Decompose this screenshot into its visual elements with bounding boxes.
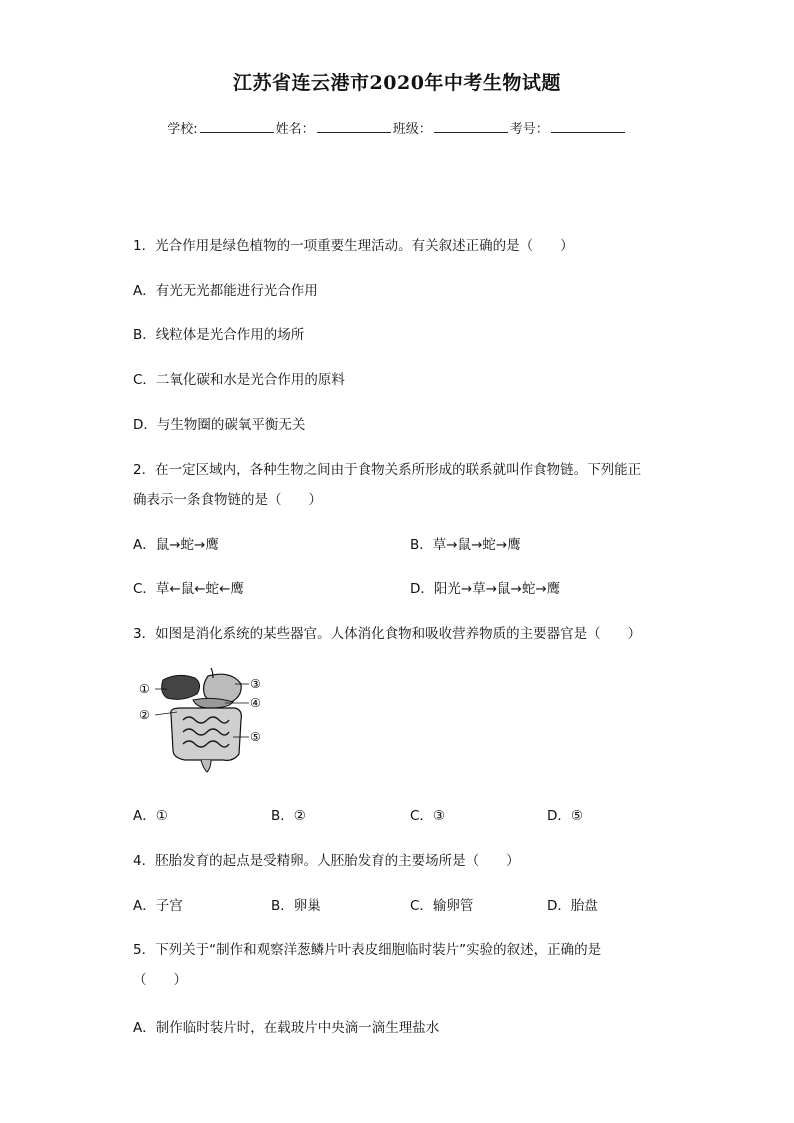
figure-label-3: ③ [250,677,261,691]
rectum-shape [201,760,211,772]
question-3-stem: 3．如图是消化系统的某些器官。人体消化食物和吸收营养物质的主要器官是（ ） [133,626,642,642]
figure-label-1: ① [139,682,150,696]
page-title: 江苏省连云港市2020年中考生物试题 [233,72,561,94]
name-blank[interactable] [317,120,391,133]
question-5-stem-line-1: 5．下列关于“制作和观察洋葱鳞片叶表皮细胞临时装片”实验的叙述，正确的是 [133,942,602,958]
question-1-stem: 1．光合作用是绿色植物的一项重要生理活动。有关叙述正确的是（ ） [133,238,574,254]
exam-no-blank[interactable] [551,120,625,133]
question-4-option-c[interactable]: C．输卵管 [410,898,474,914]
name-label: 姓名： [275,122,315,137]
figure-label-4: ④ [250,696,261,710]
question-4-option-a[interactable]: A．子宫 [133,898,183,914]
school-blank[interactable] [200,120,274,133]
question-2-option-c[interactable]: C．草←鼠←蛇←鹰 [133,581,244,597]
question-4-stem: 4．胚胎发育的起点是受精卵。人胚胎发育的主要场所是（ ） [133,853,520,869]
liver-shape [162,675,200,699]
student-info-line [0,118,794,137]
question-1-option-b[interactable]: B．线粒体是光合作用的场所 [133,327,305,343]
question-3-option-c[interactable]: C．③ [410,808,446,824]
question-2-option-d[interactable]: D．阳光→草→鼠→蛇→鹰 [410,581,561,597]
question-4-option-d[interactable]: D．胎盘 [547,898,598,914]
question-5-option-a[interactable]: A．制作临时装片时，在载玻片中央滴一滴生理盐水 [133,1020,440,1036]
question-2-option-a[interactable]: A．鼠→蛇→鹰 [133,537,219,553]
class-blank[interactable] [434,120,508,133]
question-4-option-b[interactable]: B．卵巢 [271,898,321,914]
question-3-option-b[interactable]: B．② [271,808,306,824]
figure-label-5: ⑤ [250,730,261,744]
school-label: 学校: [167,122,198,137]
question-5-stem-line-2: （ ） [133,972,187,988]
question-1-option-a[interactable]: A．有光无光都能进行光合作用 [133,283,318,299]
digestive-organs-illustration [133,662,273,774]
question-3-option-d[interactable]: D．⑤ [547,808,583,824]
question-2-stem-line-1: 2．在一定区域内，各种生物之间由于食物关系所形成的联系就叫作食物链。下列能正 [133,462,642,478]
large-intestine-shape [171,708,242,760]
question-3-option-a[interactable]: A．① [133,808,168,824]
question-2-option-b[interactable]: B．草→鼠→蛇→鹰 [410,537,521,553]
digestive-system-figure [133,662,273,774]
figure-label-2: ② [139,708,150,722]
question-2-stem-line-2: 确表示一条食物链的是（ ） [133,492,322,508]
exam-no-label: 考号： [509,122,549,137]
class-label: 班级： [392,122,432,137]
question-1-option-c[interactable]: C．二氧化碳和水是光合作用的原料 [133,372,345,388]
question-1-option-d[interactable]: D．与生物圈的碳氧平衡无关 [133,417,306,433]
